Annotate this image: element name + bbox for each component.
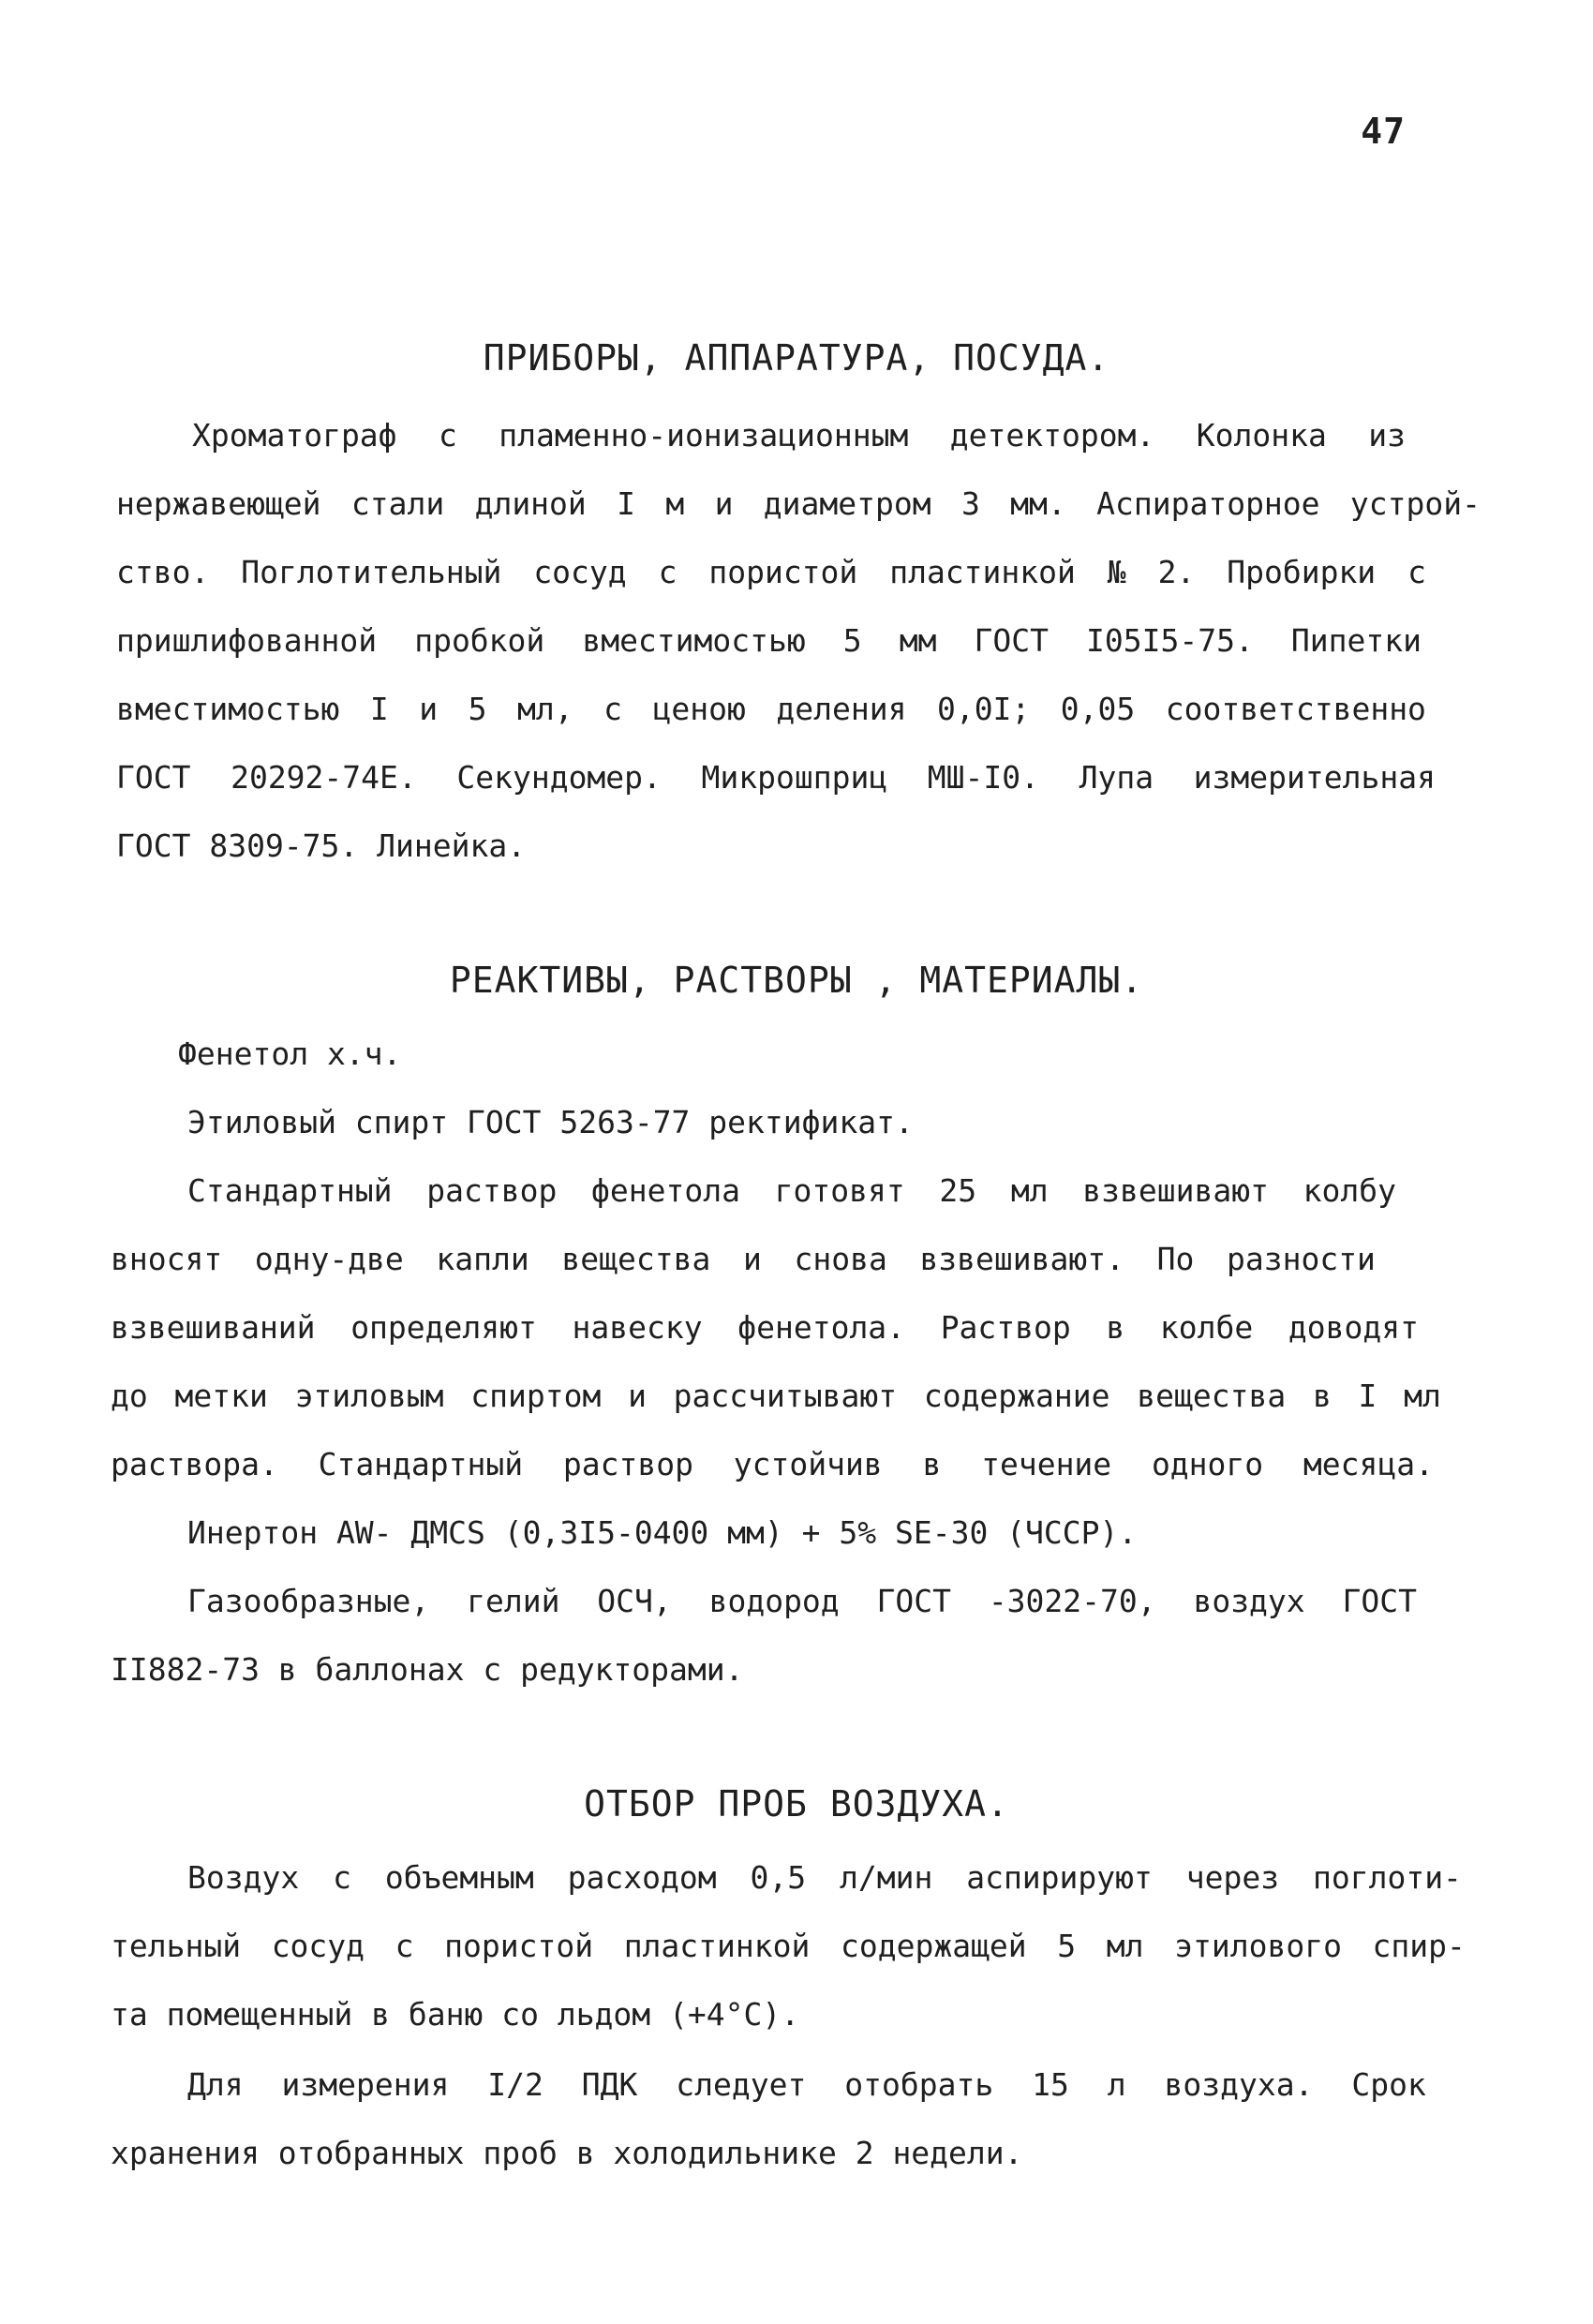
paragraph-line [111, 1920, 1466, 1973]
word: колбу [1303, 1172, 1396, 1209]
word: мм. [1010, 485, 1066, 522]
word: рассчитывают [673, 1378, 898, 1414]
word: одну-две [254, 1241, 404, 1277]
word: одного [1151, 1446, 1264, 1482]
word: аспирируют [966, 1859, 1153, 1896]
word: пористой [708, 554, 858, 590]
word: раствора. [111, 1446, 278, 1482]
word: Колонка [1196, 417, 1327, 454]
word: Аспираторное [1096, 485, 1320, 522]
paragraph-line [116, 546, 1426, 599]
word: пламенно-ионизационным [499, 417, 909, 454]
word: спир- [1372, 1928, 1466, 1964]
paragraph-line [187, 1575, 1417, 1628]
word: ство. [116, 554, 210, 590]
word: спиртом [470, 1378, 602, 1414]
word: этиловым [294, 1378, 444, 1414]
word: содержание [923, 1378, 1110, 1414]
word: 0,0I; [936, 691, 1031, 727]
word: Пипетки [1290, 622, 1422, 659]
word: стали [350, 485, 445, 522]
word: с [658, 554, 677, 590]
word: устойчив [733, 1446, 883, 1482]
word: колбе [1159, 1309, 1254, 1346]
word: I [617, 485, 636, 522]
word: Микрошприц [701, 759, 888, 796]
word: длиной [474, 485, 587, 522]
word: взвешивают. [919, 1241, 1124, 1277]
word: следует [676, 2066, 807, 2103]
word: Раствор [940, 1309, 1071, 1346]
word: пришлифованной [116, 622, 378, 659]
word: ГОСТ [1342, 1583, 1417, 1619]
word: детектором. [949, 417, 1155, 454]
word: соответственно [1165, 691, 1426, 727]
word: мл [1404, 1378, 1441, 1414]
word: взвешивают [1082, 1172, 1269, 1209]
word: с [1407, 554, 1426, 590]
word: воздуха. [1164, 2066, 1314, 2103]
section-heading-reagents: РЕАКТИВЫ, РАСТВОРЫ , МАТЕРИАЛЫ. [449, 960, 1144, 1001]
word: взвешиваний [111, 1309, 316, 1346]
word: 0,05 [1060, 691, 1136, 727]
word: ГОСТ [974, 622, 1049, 659]
word: доводят [1288, 1309, 1419, 1346]
word: и [628, 1378, 647, 1414]
word: Срок [1351, 2066, 1426, 2103]
paragraph-line: та помещенный в баню со льдом (+4°С). [111, 1996, 800, 2033]
paragraph-line [116, 615, 1422, 667]
word: пластинкой [889, 554, 1076, 590]
paragraph-line: ГОСТ 8309-75. Линейка. [116, 827, 527, 864]
paragraph-line [111, 1438, 1434, 1491]
word: пластинкой [623, 1928, 811, 1964]
word: вместимостью [582, 622, 806, 659]
word: и [714, 485, 734, 522]
section-heading-air-sampling: ОТБОР ПРОБ ВОЗДУХА. [584, 1783, 1009, 1825]
word: объемным [384, 1859, 534, 1896]
word: тельный [111, 1928, 242, 1964]
word: фенетола. [737, 1309, 906, 1346]
word: I [369, 691, 389, 727]
word: Для [187, 2066, 244, 2103]
word: течение [981, 1446, 1112, 1482]
word: раствор [562, 1446, 693, 1482]
word: снова [794, 1241, 887, 1277]
word: Стандартный [187, 1172, 393, 1209]
word: ГОСТ [116, 759, 191, 796]
paragraph-line [116, 683, 1426, 736]
word: в [1106, 1309, 1125, 1346]
word: метки [174, 1378, 268, 1414]
word: расходом [567, 1859, 717, 1896]
word: мл [1010, 1172, 1049, 1209]
paragraph-line [116, 478, 1481, 530]
paragraph-line [111, 1233, 1376, 1286]
word: из [1368, 417, 1406, 454]
word: воздух [1193, 1583, 1305, 1619]
word: с [438, 417, 457, 454]
word: поглоти- [1312, 1859, 1462, 1896]
word: мл [1106, 1928, 1144, 1964]
word: и [742, 1241, 762, 1277]
word: диаметром [763, 485, 931, 522]
word: сосуд [533, 554, 627, 590]
paragraph-line: хранения отобранных проб в холодильнике 2 недели. [111, 2135, 1023, 2171]
word: содержащей [840, 1928, 1027, 1964]
word: 25 [939, 1172, 977, 1209]
word: нержавеющей [116, 485, 321, 522]
paragraph-line [187, 1852, 1462, 1904]
word: месяца. [1303, 1446, 1434, 1482]
word: вещества [1137, 1378, 1287, 1414]
word: Воздух [187, 1859, 300, 1896]
word: гелий [467, 1583, 560, 1619]
word: в [922, 1446, 942, 1482]
word: с [603, 691, 623, 727]
word: устрой- [1349, 485, 1481, 522]
word: в [1312, 1378, 1332, 1414]
word: ценою [652, 691, 746, 727]
word: вместимостью [116, 691, 340, 727]
word: измерительная [1193, 759, 1436, 796]
word: Секундомер. [456, 759, 662, 796]
word: Лупа [1079, 759, 1154, 796]
word: разности [1226, 1241, 1376, 1277]
word: фенетола [591, 1172, 740, 1209]
word: капли [436, 1241, 529, 1277]
section-heading-equipment: ПРИБОРЫ, АППАРАТУРА, ПОСУДА. [483, 337, 1110, 379]
word: № [1107, 554, 1126, 590]
word: 2. [1157, 554, 1196, 590]
word: Поглотительный [241, 554, 502, 590]
word: мл, [517, 691, 573, 727]
word: вещества [561, 1241, 711, 1277]
word: деления [776, 691, 907, 727]
word: вносят [111, 1241, 223, 1277]
paragraph-line [116, 752, 1436, 804]
paragraph-line: II882-73 в баллонах с редукторами. [111, 1651, 744, 1688]
word: 5 [1057, 1928, 1077, 1964]
paragraph-line: Инертон AW- ДМCS (0,3I5-0400 мм) + 5% SE-30 (ЧССР). [187, 1514, 1138, 1551]
paragraph-line [187, 1165, 1396, 1217]
word: 0,5 [750, 1859, 807, 1896]
word: 5 [468, 691, 487, 727]
word: I [1358, 1378, 1377, 1414]
word: мм [899, 622, 937, 659]
paragraph-line [192, 410, 1406, 462]
word: Стандартный [318, 1446, 524, 1482]
paragraph-line [111, 1302, 1419, 1354]
word: I05I5-75. [1086, 622, 1254, 659]
word: и [419, 691, 439, 727]
paragraph-line: Этиловый спирт ГОСТ 5263-77 ректификат. [187, 1104, 914, 1140]
word: с [395, 1928, 414, 1964]
word: ОСЧ, [597, 1583, 672, 1619]
word: 5 [842, 622, 862, 659]
word: измерения [281, 2066, 450, 2103]
word: определяют [350, 1309, 537, 1346]
word: ГОСТ [876, 1583, 951, 1619]
paragraph-line [187, 2059, 1426, 2111]
word: до [111, 1378, 148, 1414]
word: пористой [444, 1928, 594, 1964]
word: 20292-74Е. [231, 759, 417, 796]
word: раствор [426, 1172, 558, 1209]
word: Хроматограф [192, 417, 397, 454]
word: водород [708, 1583, 840, 1619]
word: Пробирки [1227, 554, 1377, 590]
word: отобрать [844, 2066, 994, 2103]
word: МШ-I0. [927, 759, 1039, 796]
word: пробкой [414, 622, 545, 659]
page-number: 47 [1361, 111, 1406, 152]
word: Газообразные, [187, 1583, 430, 1619]
word: л/мин [839, 1859, 933, 1896]
word: -3022-70, [988, 1583, 1156, 1619]
word: с [333, 1859, 351, 1896]
word: л [1107, 2066, 1126, 2103]
word: через [1185, 1859, 1280, 1896]
word: ПДК [581, 2066, 638, 2103]
paragraph-line [111, 1370, 1441, 1423]
word: I/2 [487, 2066, 543, 2103]
paragraph-line: Фенетол х.ч. [178, 1035, 402, 1072]
word: готовят [774, 1172, 905, 1209]
word: м [665, 485, 685, 522]
word: навеску [572, 1309, 703, 1346]
word: По [1156, 1241, 1195, 1277]
word: 15 [1032, 2066, 1069, 2103]
word: 3 [960, 485, 980, 522]
word: сосуд [271, 1928, 365, 1964]
word: этилового [1174, 1928, 1342, 1964]
